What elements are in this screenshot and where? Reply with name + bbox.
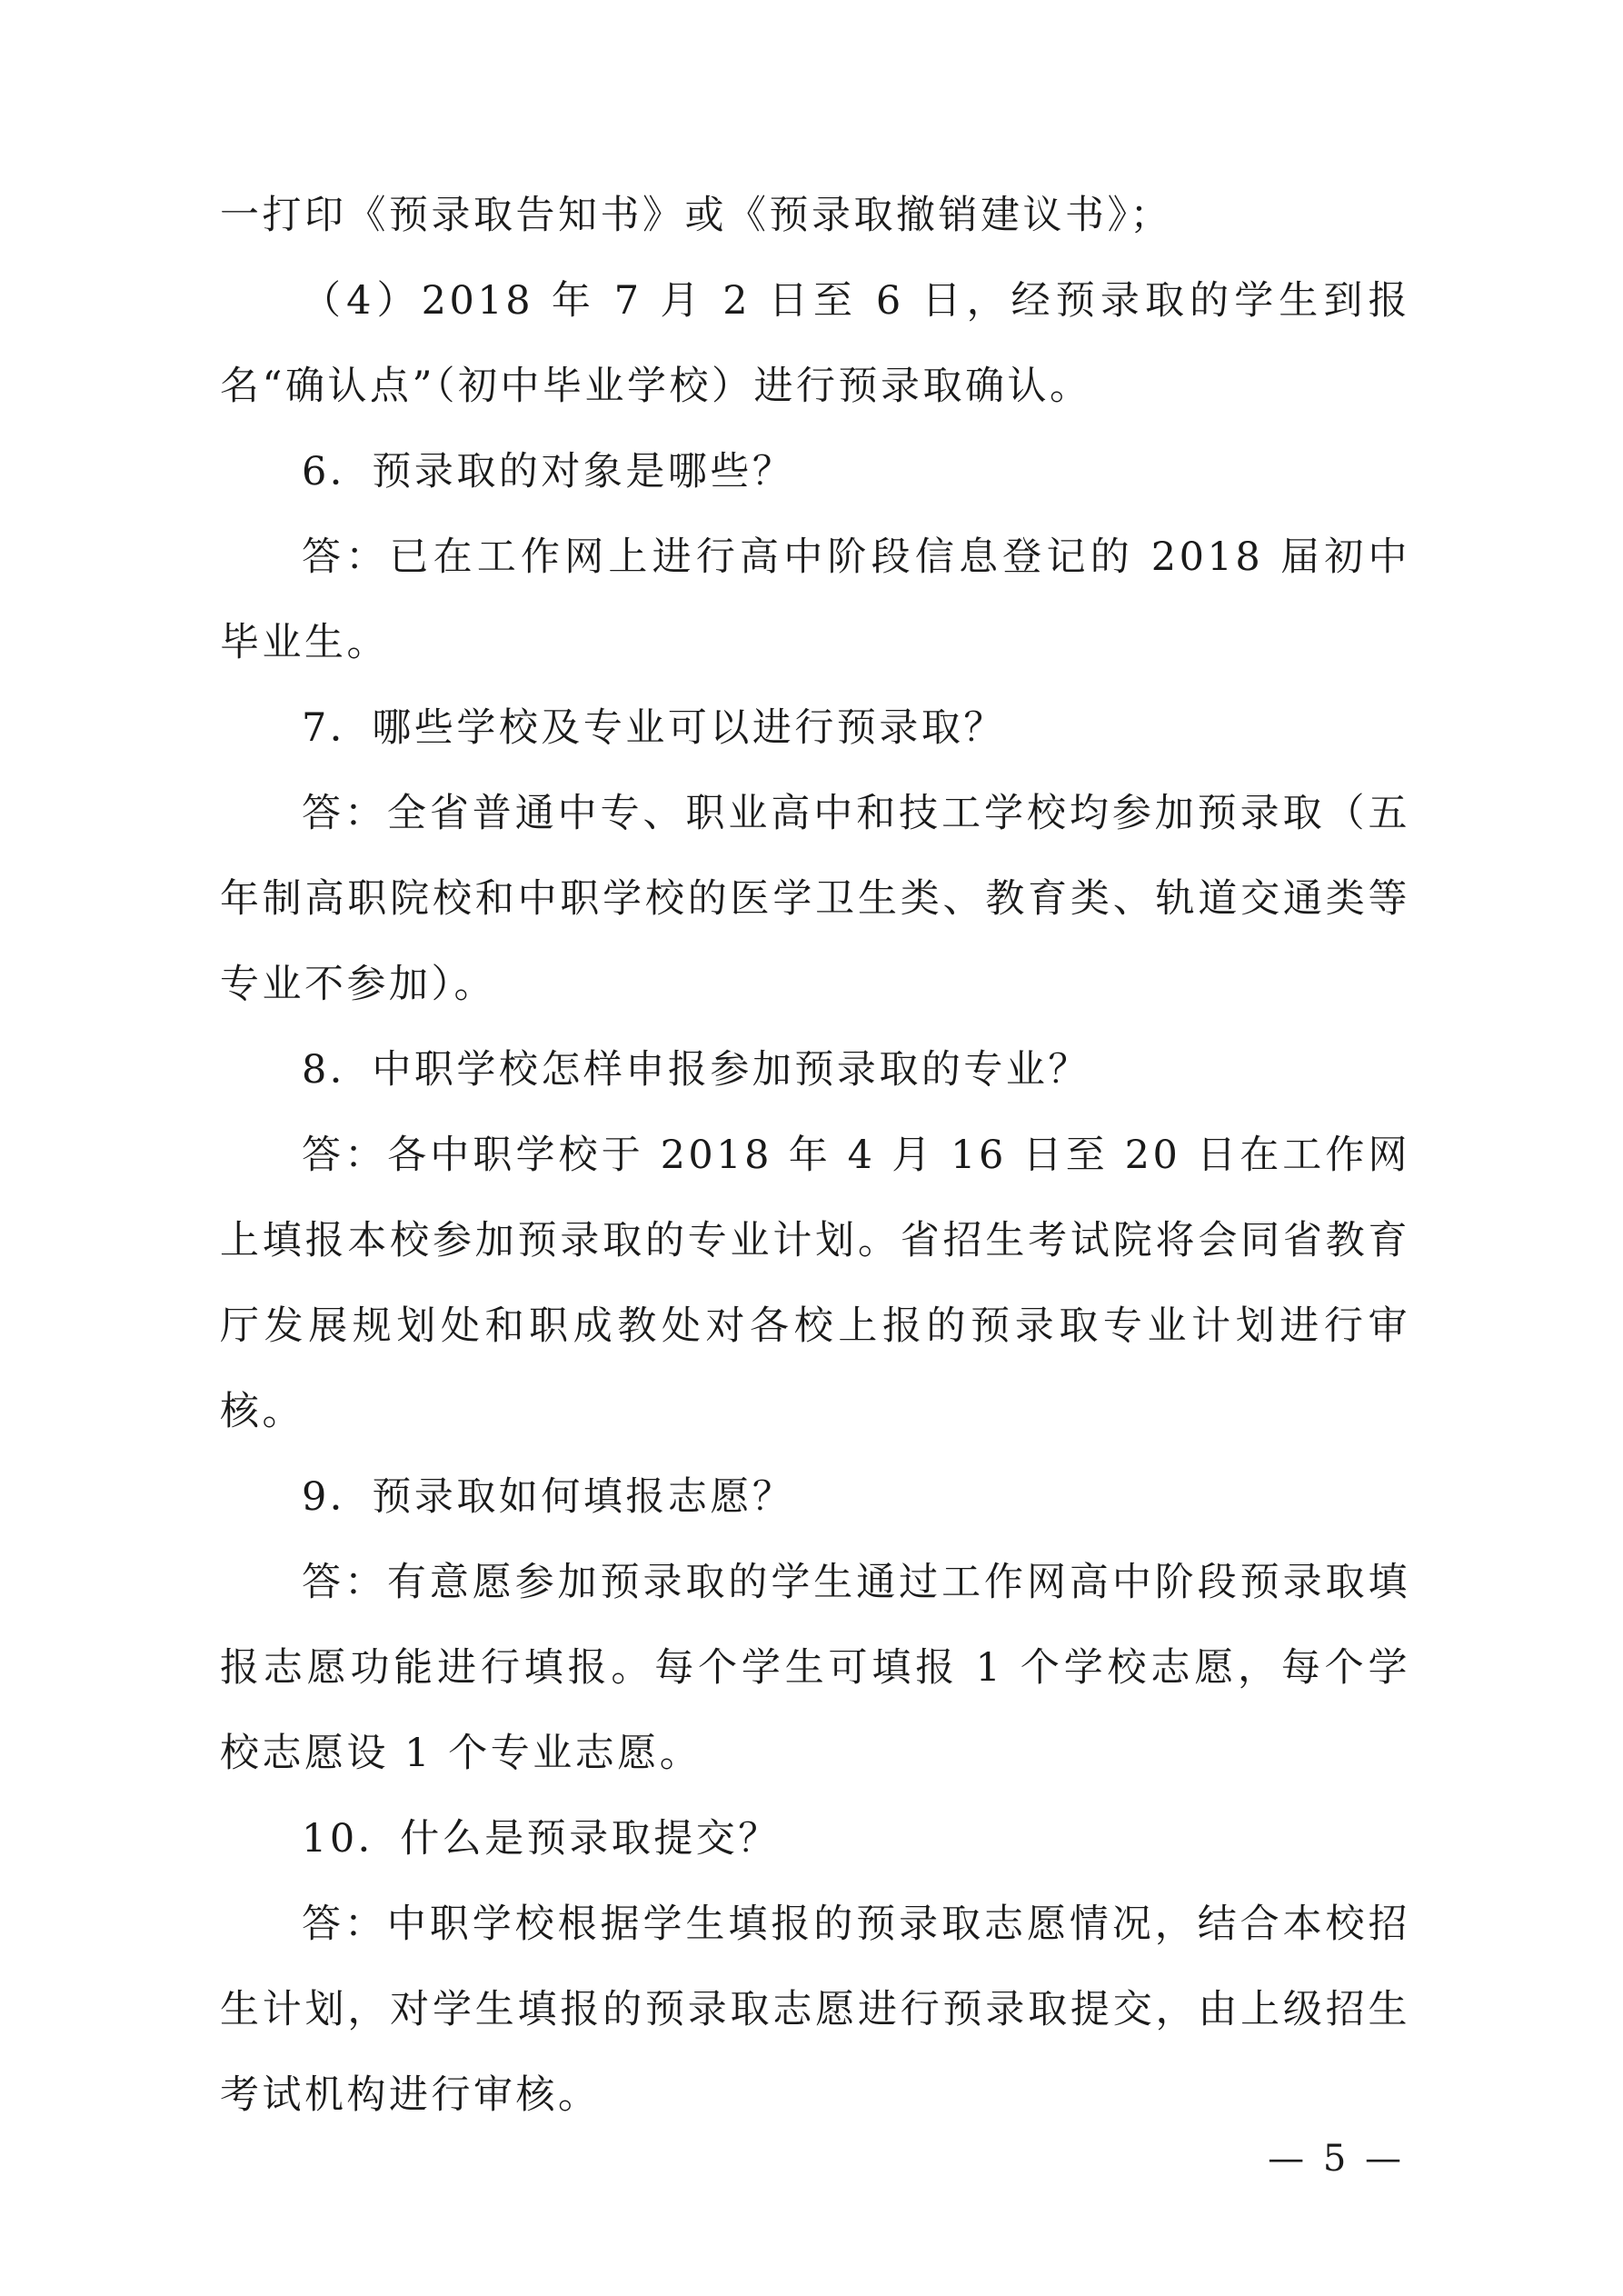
document-body [220,173,1410,2138]
page-number: — 5 — [1268,2138,1405,2180]
question-10: 10．什么是预录取提交？ [302,1816,781,1862]
answer-6: 答：已在工作网上进行高中阶段信息登记的 2018 届初中毕业生。 [220,534,1410,665]
question-6: 6．预录取的对象是哪些？ [302,449,795,494]
question-8: 8．中职学校怎样申报参加预录取的专业？ [302,1047,1090,1093]
answer-7: 答：全省普通中专、职业高中和技工学校均参加预录取（五年制高职院校和中职学校的医学卫生类、教育类、轨道交通类等专业不参加）。 [220,791,1410,1007]
answer-9: 答：有意愿参加预录取的学生通过工作网高中阶段预录取填报志愿功能进行填报。每个学生可填报 1 个学校志愿，每个学校志愿设 1 个专业志愿。 [220,1560,1410,1776]
question-7: 7．哪些学校及专业可以进行预录取？ [302,705,1006,751]
question-9: 9．预录取如何填报志愿？ [302,1474,795,1520]
answer-8: 答：各中职学校于 2018 年 4 月 16 日至 20 日在工作网上填报本校参加预录取的专业计划。省招生考试院将会同省教育厅发展规划处和职成教处对各校上报的预录取专业计划进行审核。 [220,1133,1410,1434]
paragraph-item-4: （4）2018 年 7 月 2 日至 6 日，经预录取的学生到报名“确认点”（初中毕业学校）进行预录取确认。 [220,278,1410,409]
paragraph-continuation: 一打印《预录取告知书》或《预录取撤销建议书》； [220,193,1172,238]
answer-10: 答：中职学校根据学生填报的预录取志愿情况，结合本校招生计划，对学生填报的预录取志愿进行预录取提交，由上级招生考试机构进行审核。 [220,1902,1410,2118]
